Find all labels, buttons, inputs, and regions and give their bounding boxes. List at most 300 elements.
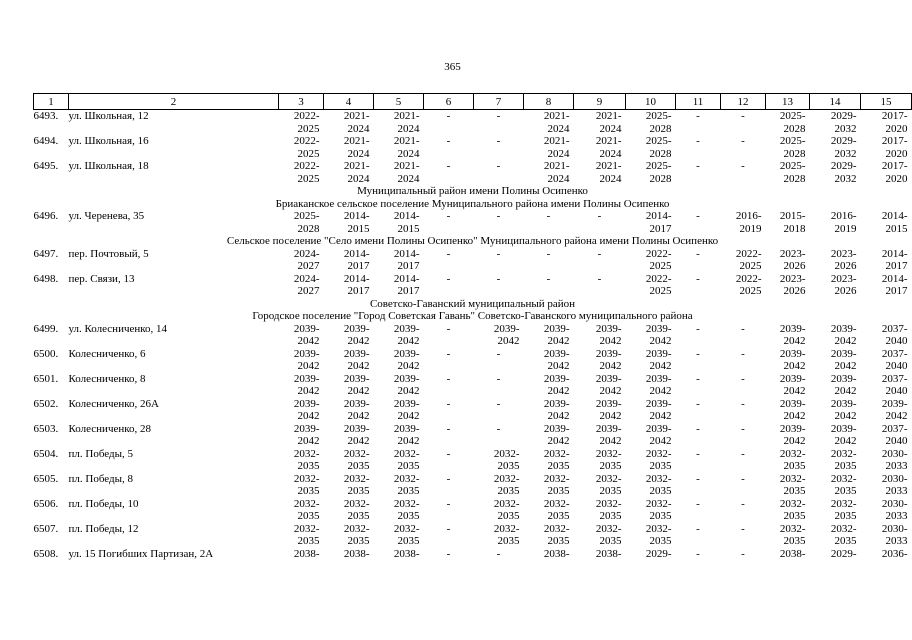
- year-end: 2026: [834, 285, 857, 297]
- year-range-cell: [374, 110, 424, 136]
- year-start: 2032-: [393, 497, 420, 510]
- empty-cell: -: [696, 547, 700, 560]
- year-range-cell: [324, 423, 374, 448]
- year-range-cell: [279, 160, 324, 185]
- empty-cell: -: [496, 210, 501, 222]
- year-start: 2032-: [343, 447, 370, 460]
- empty-cell: -: [446, 160, 451, 172]
- data-table: [33, 93, 912, 560]
- year-range-cell: [324, 448, 374, 473]
- year-end: 2033: [885, 510, 908, 522]
- header-cell: 15: [861, 94, 912, 110]
- year-start: 2029-: [830, 135, 857, 147]
- year-start: 2038-: [393, 547, 420, 560]
- year-start: 2039-: [393, 397, 420, 410]
- empty-cell: -: [496, 160, 501, 172]
- year-range-cell: [810, 160, 861, 185]
- year-end: 2027: [297, 285, 320, 297]
- year-range-cell: [626, 473, 676, 498]
- year-range-cell: [474, 523, 524, 548]
- year-range-cell: [766, 373, 810, 398]
- year-end: 2035: [649, 510, 672, 522]
- year-range-cell: [474, 498, 524, 523]
- year-range-cell: [374, 210, 424, 235]
- year-range-cell: [861, 160, 912, 185]
- empty-cell: -: [741, 497, 745, 510]
- year-end: 2042: [297, 360, 320, 372]
- year-end: 2017: [397, 285, 420, 297]
- year-end: 2042: [783, 435, 806, 447]
- year-start: 2038-: [779, 547, 806, 560]
- year-range-cell: [279, 110, 324, 136]
- year-start: 2039-: [293, 347, 320, 360]
- year-range-cell: [861, 323, 912, 348]
- year-range-cell: [574, 423, 626, 448]
- year-start: 2032-: [543, 497, 570, 510]
- year-range-cell: [626, 498, 676, 523]
- year-start: 2016-: [735, 210, 762, 222]
- address-cell: пл. Победы, 10: [68, 497, 139, 510]
- year-range-cell: [574, 135, 626, 160]
- address-cell: пл. Победы, 8: [68, 472, 133, 485]
- section-heading-row: [34, 310, 912, 323]
- year-start: 2039-: [830, 372, 857, 385]
- year-range-cell: [279, 135, 324, 160]
- year-start: 2024-: [293, 247, 320, 260]
- year-range-cell: [626, 423, 676, 448]
- year-start: 2022-: [645, 247, 672, 260]
- year-start: 2039-: [830, 397, 857, 410]
- empty-cell: -: [496, 135, 501, 147]
- year-range-cell: [279, 523, 324, 548]
- year-end: 2028: [649, 172, 672, 185]
- year-end: 2035: [497, 485, 520, 497]
- year-range-cell: [324, 523, 374, 548]
- empty-cell: -: [696, 272, 700, 285]
- year-range-cell: [861, 473, 912, 498]
- year-start: 2021-: [393, 160, 420, 172]
- year-range-cell: [524, 548, 574, 561]
- year-start: 2039-: [881, 397, 908, 410]
- year-end: 2035: [783, 510, 806, 522]
- year-range-cell: [324, 135, 374, 160]
- empty-cell: -: [696, 160, 700, 172]
- empty-cell: -: [496, 397, 501, 410]
- header-cell: 3: [279, 94, 324, 110]
- year-end: 2035: [397, 510, 420, 522]
- year-end: 2042: [599, 360, 622, 372]
- year-start: 2014-: [393, 210, 420, 222]
- year-start: 2036-: [881, 547, 908, 560]
- year-range-cell: [861, 135, 912, 160]
- empty-cell: -: [446, 135, 451, 147]
- year-end: 2035: [397, 535, 420, 547]
- year-end: 2042: [649, 435, 672, 447]
- year-range-cell: [524, 160, 574, 185]
- year-start: 2039-: [293, 422, 320, 435]
- year-start: 2014-: [343, 210, 370, 222]
- year-range-cell: [626, 348, 676, 373]
- header-cell: 6: [424, 94, 474, 110]
- year-start: 2032-: [830, 472, 857, 485]
- year-start: 2032-: [595, 522, 622, 535]
- empty-cell: -: [446, 272, 451, 285]
- year-start: 2032-: [779, 497, 806, 510]
- year-end: 2028: [783, 172, 806, 185]
- year-range-cell: [766, 548, 810, 561]
- year-end: 2035: [834, 460, 857, 472]
- empty-cell: -: [696, 422, 700, 435]
- year-end: 2035: [297, 485, 320, 497]
- year-range-cell: [324, 473, 374, 498]
- year-start: 2039-: [830, 347, 857, 360]
- year-range-cell: [721, 210, 766, 235]
- year-end: 2019: [739, 222, 762, 235]
- year-end: 2035: [599, 510, 622, 522]
- year-range-cell: [324, 323, 374, 348]
- year-start: 2038-: [343, 547, 370, 560]
- year-end: 2035: [547, 485, 570, 497]
- year-range-cell: [324, 498, 374, 523]
- year-end: 2035: [497, 535, 520, 547]
- year-start: 2039-: [493, 322, 520, 335]
- year-end: 2042: [347, 360, 370, 372]
- year-end: 2035: [783, 535, 806, 547]
- page-number: 365: [444, 61, 461, 73]
- header-cell: 2: [69, 94, 279, 110]
- empty-cell: -: [496, 272, 501, 285]
- empty-cell: -: [741, 522, 745, 535]
- year-start: 2032-: [493, 522, 520, 535]
- year-end: 2032: [834, 147, 857, 160]
- year-start: 2021-: [393, 110, 420, 122]
- year-range-cell: [374, 473, 424, 498]
- table-row: [34, 273, 912, 298]
- section-heading: Советско-Гаванский муниципальный район: [369, 297, 576, 310]
- year-end: 2026: [783, 285, 806, 297]
- row-number: 6498.: [33, 272, 59, 285]
- year-range-cell: [626, 135, 676, 160]
- year-end: 2024: [347, 172, 370, 185]
- table-row: [34, 548, 912, 561]
- empty-cell: -: [741, 160, 745, 172]
- empty-cell: -: [446, 247, 451, 260]
- empty-cell: -: [546, 272, 551, 285]
- year-range-cell: [279, 348, 324, 373]
- year-range-cell: [861, 448, 912, 473]
- year-range-cell: [861, 348, 912, 373]
- year-start: 2039-: [343, 422, 370, 435]
- row-number: 6504.: [33, 447, 59, 460]
- year-start: 2037-: [881, 372, 908, 385]
- year-start: 2025-: [779, 135, 806, 147]
- year-end: 2042: [547, 435, 570, 447]
- year-range-cell: [374, 248, 424, 273]
- year-start: 2029-: [830, 547, 857, 560]
- year-end: 2035: [297, 510, 320, 522]
- year-range-cell: [324, 248, 374, 273]
- empty-cell: -: [741, 472, 745, 485]
- year-end: 2042: [347, 335, 370, 347]
- year-start: 2025-: [645, 160, 672, 172]
- row-number: 6499.: [33, 322, 59, 335]
- year-range-cell: [626, 210, 676, 235]
- year-end: 2040: [885, 385, 908, 397]
- year-start: 2039-: [779, 347, 806, 360]
- year-end: 2024: [547, 172, 570, 185]
- year-start: 2015-: [779, 210, 806, 222]
- year-range-cell: [810, 135, 861, 160]
- empty-cell: -: [446, 422, 451, 435]
- year-range-cell: [324, 210, 374, 235]
- year-range-cell: [766, 323, 810, 348]
- year-start: 2021-: [595, 135, 622, 147]
- year-start: 2025-: [293, 210, 320, 222]
- year-end: 2042: [599, 410, 622, 422]
- year-range-cell: [574, 348, 626, 373]
- year-start: 2024-: [293, 272, 320, 285]
- year-end: 2024: [547, 147, 570, 160]
- year-end: 2042: [885, 410, 908, 422]
- empty-cell: -: [741, 422, 745, 435]
- year-start: 2032-: [393, 447, 420, 460]
- year-range-cell: [279, 248, 324, 273]
- row-number: 6496.: [33, 210, 59, 222]
- header-cell: 7: [474, 94, 524, 110]
- year-range-cell: [626, 523, 676, 548]
- year-end: 2035: [599, 485, 622, 497]
- year-start: 2025-: [779, 110, 806, 122]
- empty-cell: -: [446, 347, 451, 360]
- year-end: 2025: [297, 172, 320, 185]
- year-range-cell: [574, 160, 626, 185]
- header-cell: 1: [34, 94, 69, 110]
- year-start: 2039-: [830, 322, 857, 335]
- year-start: 2039-: [595, 347, 622, 360]
- year-start: 2029-: [645, 547, 672, 560]
- empty-cell: -: [496, 110, 501, 122]
- year-start: 2039-: [543, 397, 570, 410]
- year-start: 2038-: [595, 547, 622, 560]
- empty-cell: -: [496, 347, 501, 360]
- empty-cell: -: [546, 247, 551, 260]
- year-start: 2029-: [830, 160, 857, 172]
- year-range-cell: [524, 373, 574, 398]
- year-start: 2032-: [343, 497, 370, 510]
- year-range-cell: [861, 398, 912, 423]
- year-start: 2039-: [595, 372, 622, 385]
- empty-cell: -: [696, 322, 700, 335]
- empty-cell: -: [597, 210, 602, 222]
- year-range-cell: [626, 548, 676, 561]
- year-end: 2035: [497, 510, 520, 522]
- empty-cell: -: [696, 135, 700, 147]
- year-start: 2021-: [393, 135, 420, 147]
- year-range-cell: [574, 323, 626, 348]
- year-start: 2025-: [645, 135, 672, 147]
- year-range-cell: [524, 348, 574, 373]
- year-range-cell: [524, 498, 574, 523]
- year-end: 2017: [347, 285, 370, 297]
- year-start: 2021-: [543, 160, 570, 172]
- year-range-cell: [626, 110, 676, 136]
- year-start: 2037-: [881, 322, 908, 335]
- section-heading-row: [34, 185, 912, 198]
- year-start: 2039-: [595, 422, 622, 435]
- year-end: 2017: [885, 260, 908, 272]
- year-end: 2042: [347, 410, 370, 422]
- table-row: [34, 423, 912, 448]
- row-number: 6500.: [33, 347, 59, 360]
- year-end: 2019: [834, 222, 857, 235]
- year-start: 2023-: [779, 272, 806, 285]
- year-range-cell: [766, 498, 810, 523]
- empty-cell: -: [446, 447, 451, 460]
- year-start: 2032-: [779, 447, 806, 460]
- year-start: 2014-: [343, 272, 370, 285]
- year-start: 2032-: [343, 522, 370, 535]
- year-start: 2025-: [779, 160, 806, 172]
- header-cell: 12: [721, 94, 766, 110]
- year-start: 2014-: [393, 247, 420, 260]
- year-start: 2039-: [543, 422, 570, 435]
- year-range-cell: [861, 110, 912, 136]
- year-end: 2035: [297, 460, 320, 472]
- year-range-cell: [324, 398, 374, 423]
- year-start: 2039-: [645, 372, 672, 385]
- year-start: 2030-: [881, 497, 908, 510]
- year-start: 2022-: [735, 272, 762, 285]
- year-start: 2017-: [881, 135, 908, 147]
- year-range-cell: [374, 348, 424, 373]
- year-start: 2032-: [543, 472, 570, 485]
- empty-cell: -: [696, 497, 700, 510]
- year-end: 2042: [783, 385, 806, 397]
- year-start: 2038-: [543, 547, 570, 560]
- year-range-cell: [374, 448, 424, 473]
- empty-cell: -: [446, 497, 451, 510]
- header-cell: 11: [676, 94, 721, 110]
- row-number: 6493.: [33, 110, 59, 122]
- year-end: 2040: [885, 360, 908, 372]
- year-range-cell: [374, 160, 424, 185]
- year-range-cell: [279, 323, 324, 348]
- year-range-cell: [324, 110, 374, 136]
- table-row: [34, 523, 912, 548]
- year-start: 2032-: [493, 447, 520, 460]
- year-range-cell: [324, 348, 374, 373]
- empty-cell: -: [696, 210, 700, 222]
- year-range-cell: [574, 373, 626, 398]
- year-end: 2042: [397, 435, 420, 447]
- year-start: 2014-: [881, 247, 908, 260]
- year-start: 2032-: [393, 472, 420, 485]
- year-end: 2024: [397, 172, 420, 185]
- year-range-cell: [810, 448, 861, 473]
- year-end: 2024: [397, 122, 420, 135]
- year-range-cell: [626, 273, 676, 298]
- header-cell: 4: [324, 94, 374, 110]
- year-start: 2021-: [343, 135, 370, 147]
- year-range-cell: [374, 273, 424, 298]
- table-row: [34, 210, 912, 235]
- year-range-cell: [766, 160, 810, 185]
- year-end: 2042: [834, 335, 857, 347]
- year-range-cell: [766, 448, 810, 473]
- empty-cell: -: [496, 422, 501, 435]
- year-end: 2026: [834, 260, 857, 272]
- row-number: 6502.: [33, 397, 59, 410]
- year-range-cell: [524, 448, 574, 473]
- year-start: 2039-: [343, 372, 370, 385]
- year-range-cell: [279, 548, 324, 561]
- year-end: 2035: [497, 460, 520, 472]
- year-end: 2035: [599, 535, 622, 547]
- year-start: 2032-: [493, 497, 520, 510]
- year-start: 2022-: [293, 135, 320, 147]
- year-end: 2015: [347, 222, 370, 235]
- empty-cell: -: [446, 472, 451, 485]
- year-range-cell: [861, 248, 912, 273]
- year-range-cell: [574, 448, 626, 473]
- address-cell: Колесниченко, 26А: [68, 397, 159, 410]
- year-range-cell: [810, 498, 861, 523]
- table-row: [34, 160, 912, 185]
- year-range-cell: [524, 423, 574, 448]
- year-end: 2028: [297, 222, 320, 235]
- year-start: 2032-: [543, 447, 570, 460]
- year-end: 2042: [649, 360, 672, 372]
- row-number: 6507.: [33, 522, 59, 535]
- address-cell: пл. Победы, 12: [68, 522, 139, 535]
- row-number: 6505.: [33, 472, 59, 485]
- year-range-cell: [810, 373, 861, 398]
- address-cell: ул. Школьная, 12: [68, 110, 149, 122]
- year-end: 2042: [547, 410, 570, 422]
- year-start: 2032-: [293, 522, 320, 535]
- row-number: 6501.: [33, 372, 59, 385]
- empty-cell: -: [496, 547, 501, 560]
- year-start: 2021-: [595, 110, 622, 122]
- year-range-cell: [279, 448, 324, 473]
- year-start: 2039-: [595, 322, 622, 335]
- year-start: 2032-: [830, 447, 857, 460]
- year-range-cell: [810, 248, 861, 273]
- year-range-cell: [626, 323, 676, 348]
- year-range-cell: [861, 523, 912, 548]
- row-number: 6508.: [33, 547, 59, 560]
- year-start: 2022-: [735, 247, 762, 260]
- year-start: 2014-: [645, 210, 672, 222]
- year-start: 2014-: [393, 272, 420, 285]
- year-range-cell: [766, 273, 810, 298]
- empty-cell: -: [741, 372, 745, 385]
- year-end: 2028: [783, 147, 806, 160]
- year-start: 2032-: [543, 522, 570, 535]
- year-end: 2035: [649, 485, 672, 497]
- year-end: 2042: [297, 335, 320, 347]
- year-range-cell: [279, 210, 324, 235]
- empty-cell: -: [741, 547, 745, 560]
- year-start: 2021-: [595, 160, 622, 172]
- year-range-cell: [324, 273, 374, 298]
- year-start: 2032-: [830, 497, 857, 510]
- year-start: 2029-: [830, 110, 857, 122]
- year-start: 2032-: [595, 447, 622, 460]
- year-start: 2023-: [830, 247, 857, 260]
- year-range-cell: [810, 473, 861, 498]
- year-range-cell: [810, 548, 861, 561]
